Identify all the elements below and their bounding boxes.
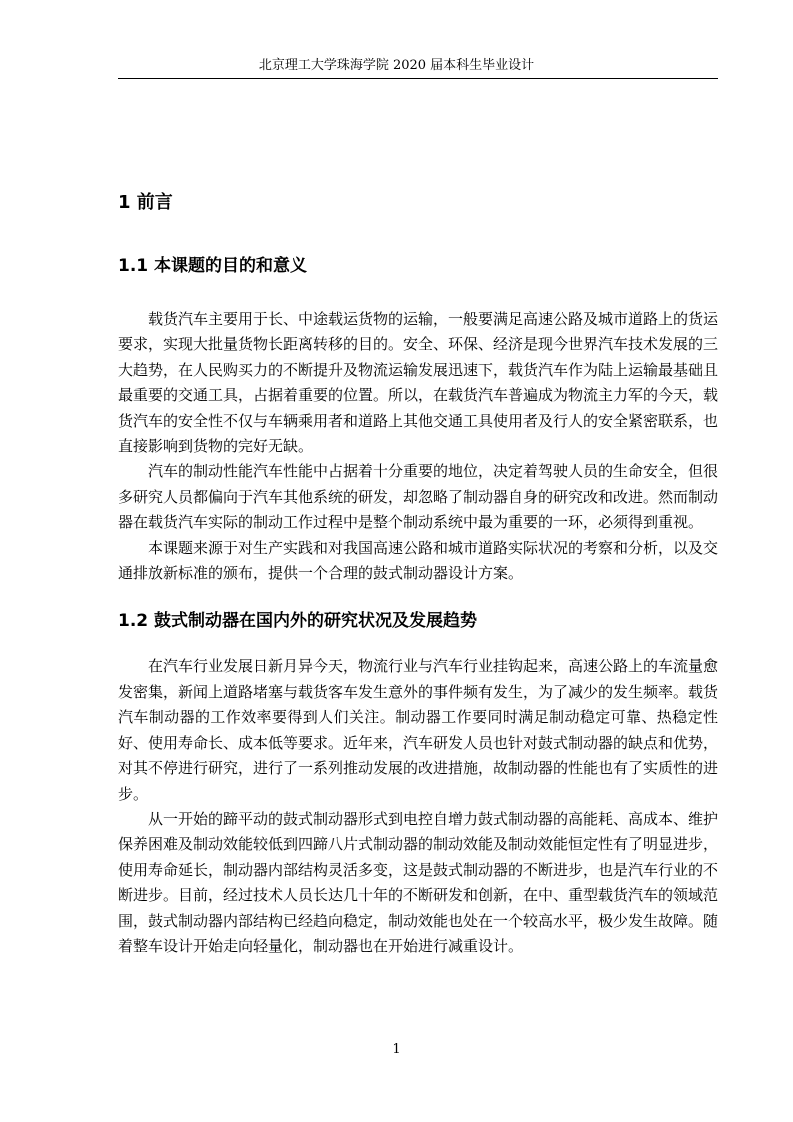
paragraph: 在汽车行业发展日新月异今天，物流行业与汽车行业挂钩起来，高速公路上的车流量愈发密集，新闻上道路堵塞与载货客车发生意外的事件频有发生，为了减少的发生频率。载货汽车制动器的工作效率要得到人们关注。制动器工作要同时满足制动稳定可靠、热稳定性好、使用寿命长、成本低等要求。近年来，汽车研发人员也针对鼓式制动器的缺点和优势，对其不停进行研究，进行了一系列推动发展的改进措施，故制动器的性能也有了实质性的进步。	[118, 657, 719, 803]
section-title-1-1: 1.1 本课题的目的和意义	[118, 256, 308, 276]
section-1-2-body	[118, 654, 718, 959]
section-title-1-2: 1.2 鼓式制动器在国内外的研究状况及发展趋势	[118, 611, 478, 632]
document-body	[118, 190, 718, 959]
paragraph: 汽车的制动性能汽车性能中占据着十分重要的地位，决定着驾驶人员的生命安全，但很多研究人员都偏向于汽车其他系统的研发，却忽略了制动器自身的研究改和改进。然而制动器在载货汽车实际的制动工作过程中是整个制动系统中最为重要的一环，必须得到重视。	[118, 462, 719, 532]
chapter-title: 1 前言	[118, 192, 173, 213]
page-number: 1	[392, 1042, 401, 1057]
paragraph: 本课题来源于对生产实践和对我国高速公路和城市道路实际状况的考察和分析，以及交通排放新标准的颁布，提供一个合理的鼓式制动器设计方案。	[118, 538, 719, 583]
paragraph: 从一开始的蹄平动的鼓式制动器形式到电控自增力鼓式制动器的高能耗、高成本、维护保养困难及制动效能较低到四蹄八片式制动器的制动效能及制动效能恒定性有了明显进步，使用寿命延长，制动器内部结构灵活多变，这是鼓式制动器的不断进步，也是汽车行业的不断进步。目前，经过技术人员长达几十年的不断研发和创新，在中、重型载货汽车的领域范围，鼓式制动器内部结构已经趋向稳定，制动效能也处在一个较高水平，极少发生故障。随着整车设计开始走向轻量化，制动器也在开始进行减重设计。	[118, 809, 719, 955]
header-divider	[118, 78, 718, 79]
page-header: 北京理工大学珠海学院 2020 届本科生毕业设计	[258, 58, 535, 73]
paragraph: 载货汽车主要用于长、中途载运货物的运输，一般要满足高速公路及城市道路上的货运要求，实现大批量货物长距离转移的目的。安全、环保、经济是现今世界汽车技术发展的三大趋势，在人民购买力的不断提升及物流运输发展迅速下，载货汽车作为陆上运输最基础且最重要的交通工具，占据着重要的位置。所以，在载货汽车普遍成为物流主力军的今天，载货汽车的安全性不仅与车辆乘用者和道路上其他交通工具使用者及行人的安全紧密联系，也直接影响到货物的完好无缺。	[118, 310, 719, 456]
section-1-1-body	[118, 307, 718, 586]
